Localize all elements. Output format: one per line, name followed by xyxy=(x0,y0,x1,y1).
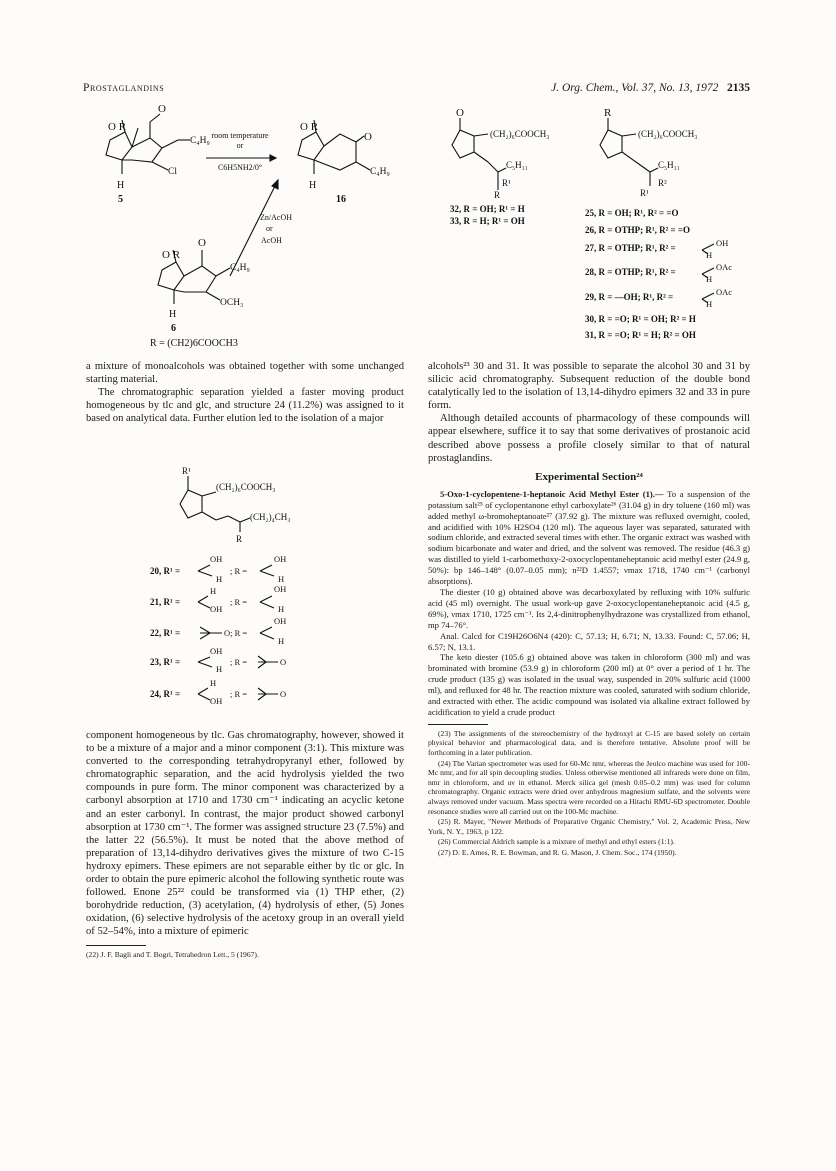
svg-text:O R: O R xyxy=(162,249,181,261)
right-column xyxy=(428,360,750,859)
svg-text:H: H xyxy=(216,574,223,584)
diag-condition-1: Zn/AcOH xyxy=(260,213,292,222)
svg-text:OH: OH xyxy=(210,646,223,656)
compound-22-line: 22, R¹ = xyxy=(150,628,181,638)
svg-text:; R =: ; R = xyxy=(230,657,248,667)
svg-text:OH: OH xyxy=(274,554,287,564)
running-head-left: Prostaglandins xyxy=(83,82,165,94)
svg-text:O R: O R xyxy=(300,121,319,133)
svg-text:OAc: OAc xyxy=(716,262,733,272)
compound-29-line: 29, R = —OH; R¹, R² = xyxy=(585,292,674,302)
scheme-2-structures xyxy=(440,100,760,355)
svg-text:R: R xyxy=(236,534,243,544)
svg-text:H: H xyxy=(210,586,217,596)
svg-text:O: O xyxy=(198,237,206,249)
svg-text:O: O xyxy=(158,103,166,115)
svg-text:Cl: Cl xyxy=(168,167,177,177)
arrow-condition-bottom: C6H5NH2/0° xyxy=(217,163,263,172)
compound-27-line: 27, R = OTHP; R¹, R² = xyxy=(585,243,676,253)
footnote-rule-right xyxy=(428,724,488,725)
footnote-24: (24) The Varian spectrometer was used for 60-Mc nmr, whereas the Jeolco machine was used for 100-Mc nmr, and for all spin decoupling studies. Unless otherwise mentioned all infrareds were done on film, nmr in chloroform, and uv in ethanol. Merck silica gel (mesh 0.05–0.2 mm) was used for column chromatography. Organic extracts were dried over anhydrous magnesium sulfate, and the solvents were always removed under vacuum. Mass spectra were recorded on a Hitachi RMU-6D spectrometer. Double resonance studies were all carried out on the 100-Mc machine. xyxy=(428,758,750,816)
svg-text:OAc: OAc xyxy=(716,287,733,297)
svg-text:O: O xyxy=(280,689,287,699)
experimental-heading: 5-Oxo-1-cyclopentene-1-heptanoic Acid Methyl Ester (1).— xyxy=(440,488,664,499)
svg-text:O R: O R xyxy=(108,121,127,133)
svg-text:H: H xyxy=(210,678,217,688)
svg-text:R: R xyxy=(604,107,612,119)
footnote-rule xyxy=(86,945,146,946)
running-head-right xyxy=(551,82,750,94)
svg-text:OH: OH xyxy=(274,584,287,594)
svg-text:C₄H₉: C₄H₉ xyxy=(370,167,390,177)
caption-32: 32, R = OH; R¹ = H xyxy=(450,204,525,214)
svg-text:OH: OH xyxy=(210,554,223,564)
svg-text:C₅H₁₁: C₅H₁₁ xyxy=(658,160,680,170)
svg-text:H: H xyxy=(706,274,713,284)
compound-28-line: 28, R = OTHP; R¹, R² = xyxy=(585,267,676,277)
compound-26-line: 26, R = OTHP; R¹, R² = =O xyxy=(585,225,691,235)
left-column xyxy=(86,360,404,425)
compound-16-label: 16 xyxy=(336,194,346,205)
compound-24-line: 24, R¹ = xyxy=(150,689,181,699)
svg-text:OH: OH xyxy=(210,696,223,706)
right-para-1: alcohols²³ 30 and 31. It was possible to separate the alcohol 30 and 31 by silicic acid chromatography. Subsequent reduction of the double bond catalytically led to the isolation of 13,14-dihydro epimers 32 and 33 in pure form. xyxy=(428,361,750,412)
svg-text:H: H xyxy=(706,299,713,309)
svg-text:O: O xyxy=(280,657,287,667)
svg-text:C₄H₉: C₄H₉ xyxy=(230,263,250,273)
svg-text:C₄H₉: C₄H₉ xyxy=(190,136,210,146)
caption-33: 33, R = H; R¹ = OH xyxy=(450,216,525,226)
compound-25-line: 25, R = OH; R¹, R² = =O xyxy=(585,208,679,218)
svg-text:R¹: R¹ xyxy=(502,178,511,188)
svg-text:O: O xyxy=(364,131,372,143)
compound-20-line: 20, R¹ = xyxy=(150,566,181,576)
svg-text:OCH₃: OCH₃ xyxy=(220,298,244,308)
svg-text:O: O xyxy=(456,107,464,119)
svg-text:H: H xyxy=(278,604,285,614)
exp-para-3: Anal. Calcd for C19H26O6N4 (420): C, 57.13; H, 6.71; N, 13.33. Found: C, 57.06; H, 6.57; N, 13.1. xyxy=(428,630,750,652)
svg-text:OH: OH xyxy=(716,238,729,248)
footnote-25: (25) R. Mayer, "Newer Methods of Preparative Organic Chemistry," Vol. 2, Academic Press, New York, N. Y., 1963, p 122. xyxy=(428,817,750,836)
svg-text:OH: OH xyxy=(210,604,223,614)
compound-5-label: 5 xyxy=(118,194,123,205)
svg-text:; R =: ; R = xyxy=(230,689,248,699)
r-group-definition: R = (CH2)6COOCH3 xyxy=(150,338,238,349)
experimental-text xyxy=(428,489,750,718)
arrow-condition-top: room temperature xyxy=(211,131,269,140)
scheme-1-reaction xyxy=(80,100,410,350)
svg-text:(CH₂)₆COOCH₃: (CH₂)₆COOCH₃ xyxy=(490,129,550,139)
compound-6-label: 6 xyxy=(171,323,176,334)
scheme-3-structures xyxy=(150,462,370,717)
compound-23-line: 23, R¹ = xyxy=(150,657,181,667)
footnote-27: (27) D. E. Ames, R. E. Bowman, and R. G. Mason, J. Chem. Soc., 174 (1950). xyxy=(438,848,677,857)
svg-text:H: H xyxy=(706,250,713,260)
svg-text:; R =: ; R = xyxy=(230,597,248,607)
svg-text:R²: R² xyxy=(658,178,667,188)
section-title: Experimental Section²⁴ xyxy=(535,470,643,483)
svg-text:H: H xyxy=(117,180,125,191)
left-para-1: a mixture of monoalcohols was obtained together with some unchanged starting material. xyxy=(86,361,404,386)
footnotes-right xyxy=(428,729,750,858)
svg-text:R¹: R¹ xyxy=(182,466,191,476)
svg-text:OH: OH xyxy=(274,616,287,626)
exp-para-2: The diester (10 g) obtained above was decarboxylated by refluxing with 10% sulfuric acid (45 ml) overnight. The usual work-up gave 2-oxocyclopentaneheptanoic acid (4.5 g, 69%), νmax 1710, 1725 cm⁻¹. Its 2,4-dinitrophenylhydrazone was crystallized from ethanol, mp 74–76°. xyxy=(428,587,750,630)
exp-para-1: To a suspension of the potassium salt²⁵ of cyclopentanone ethyl carboxylate²⁶ (31.04 g) in dry toluene (160 ml) was added methyl ω-bromoheptanoate²⁷ (37.92 g). The mixture was refluxed overnight, cooled, and acidified with 10% H2SO4 (120 ml). The aqueous layer was separated, saturated with sodium chloride, and extracted several times with ether. The organic extract was washed with sodium bicarbonate and water and dried, and the solvent was removed. The residue (46.3 g) was distilled to yield 1-carbomethoxy-2-oxocyclopentaneheptanoic acid methyl ester (24.9 g, 50%): bp 146–148° (0.07–0.05 mm); n²²D 1.4557; νmax 1718, 1740 cm⁻¹ (carbonyl absorptions). xyxy=(428,488,751,587)
compound-31-line: 31, R = =O; R¹ = H; R² = OH xyxy=(585,330,696,340)
left-column-lower xyxy=(86,729,404,959)
svg-text:; R =: ; R = xyxy=(230,566,248,576)
footnote-22: (22) J. F. Bagli and T. Bogri, Tetrahedron Lett., 5 (1967). xyxy=(86,949,259,959)
svg-text:(CH₂)₆COOCH₃: (CH₂)₆COOCH₃ xyxy=(638,129,698,139)
svg-text:(CH₂)₆COOCH₃: (CH₂)₆COOCH₃ xyxy=(216,482,276,492)
arrow-condition-or: or xyxy=(236,141,244,150)
svg-text:(CH₂)₄CH₃: (CH₂)₄CH₃ xyxy=(250,512,291,522)
footnote-23: (23) The assignments of the stereochemistry of the hydroxyl at C-15 are based solely on certain physical behavior and pharmacological data, and is therefore tentative. Absolute proof will be forthcoming in a later publication. xyxy=(428,728,750,758)
right-para-2: Although detailed accounts of pharmacology of these compounds will appear elsewhere, suffice it to say that some derivatives of prostanoic acid described above possess a profile closely similar to that of natural prostaglandins. xyxy=(428,413,750,464)
diag-condition-or: or xyxy=(266,224,273,233)
journal-citation: J. Org. Chem., Vol. 37, No. 13, 1972 xyxy=(551,82,719,94)
footnote-26: (26) Commercial Aldrich sample is a mixture of methyl and ethyl esters (1:1). xyxy=(438,837,675,847)
left-para-2: The chromatographic separation yielded a faster moving product homogeneous by tlc and glc, and structure 24 (11.2%) was assigned to it based on analytical data. Further elution led to the isolation of a major xyxy=(86,387,404,425)
compound-21-line: 21, R¹ = xyxy=(150,597,181,607)
svg-text:O; R =: O; R = xyxy=(224,628,248,638)
svg-text:C₅H₁₁: C₅H₁₁ xyxy=(506,160,528,170)
page-number: 2135 xyxy=(727,82,750,94)
compound-30-line: 30, R = =O; R¹ = OH; R² = H xyxy=(585,314,696,324)
exp-para-4: The keto diester (105.6 g) obtained above was taken in chloroform (300 ml) and was brominated with bromine (53.9 g) in chloroform (200 ml) at 0° over a period of 1 hr. The crude product (135 g) was isolated in the usual way, suspended in 20% sulfuric acid (1000 ml), and refluxed for 48 hr. The reaction mixture was cooled, saturated with sodium chloride, and extracted with ether. The acidic compound was isolated via alkaline extract followed by acidification to yield a crude product xyxy=(428,652,750,717)
svg-text:H: H xyxy=(216,664,223,674)
svg-text:R: R xyxy=(494,190,501,200)
left-para-3: component homogeneous by tlc. Gas chromatography, however, showed it to be a mixture of a major and a minor component (3:1). This mixture was converted to the corresponding tetrahydropyranyl ether, followed by chromatographic separation, and the acid hydrolysis yielded the two compounds in pure form. The minor component was characterized by a carbonyl absorption at 1710 and 1730 cm⁻¹ indicating an acyclic ketone and an ester carbonyl. In contrast, the major product showed carbonyl absorption at 1730 cm⁻¹. The former was assigned structure 23 (7.5%) and the latter 22 (56.5%). It must be noted that the above method of preparation of 13,14-dihydro derivatives gives the mixture of two C-15 hydroxy epimers. These epimers are not separable either by tlc or glc. In order to obtain the pure epimeric alcohol the following synthetic route was followed. Enone 25²² could be transformed via (1) THP ether, (2) borohydride reduction, (3) acetylation, (4) hydrolysis of ether, (5) Jones oxidation, (6) selective hydrolysis of the acetoxy group in an overall yield of 52–54%, into a mixture of epimeric xyxy=(86,730,404,938)
svg-text:H: H xyxy=(169,309,177,320)
diag-condition-2: AcOH xyxy=(261,236,282,245)
svg-text:H: H xyxy=(309,180,317,191)
svg-text:R¹: R¹ xyxy=(640,188,649,198)
svg-text:H: H xyxy=(278,574,285,584)
svg-text:H: H xyxy=(278,636,285,646)
